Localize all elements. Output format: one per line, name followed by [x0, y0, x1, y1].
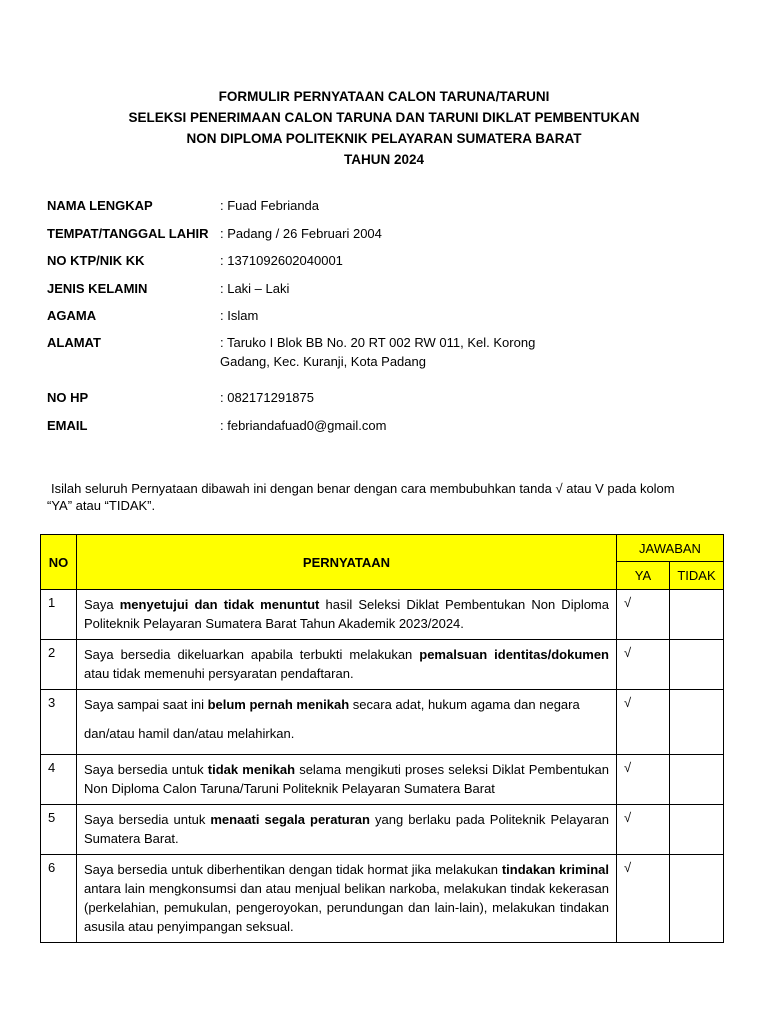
instruction-line-2: “YA” atau “TIDAK”.: [47, 498, 156, 513]
statement-table: [40, 534, 724, 943]
info-label: NAMA LENGKAP: [47, 198, 153, 213]
row-statement: Saya menyetujui dan tidak menuntut hasil Seleksi Diklat Pembentukan Non Diploma Politeknik Pelayaran Sumatera Barat Tahun Akademik 2023/2024.: [77, 590, 617, 640]
answer-tidak-cell[interactable]: [670, 805, 724, 855]
info-label: NO HP: [47, 390, 89, 405]
row-statement: Saya bersedia untuk menaati segala peraturan yang berlaku pada Politeknik Pelayaran Sumatera Barat.: [77, 805, 617, 855]
header-no: NO: [41, 535, 77, 590]
info-value: : 1371092602040001: [220, 253, 343, 268]
answer-tidak-cell[interactable]: [670, 640, 724, 690]
info-label: ALAMAT: [47, 335, 101, 350]
info-value: : Fuad Febrianda: [220, 198, 320, 213]
table-row: [41, 805, 724, 855]
instruction-line-1: Isilah seluruh Pernyataan dibawah ini dengan benar dengan cara membubuhkan tanda √ atau V pada kolom: [51, 481, 675, 496]
row-number: 2: [41, 640, 77, 690]
header-ya: YA: [617, 562, 670, 590]
header-pernyataan: PERNYATAAN: [77, 535, 617, 590]
info-label: AGAMA: [47, 308, 97, 323]
table-row: [41, 855, 724, 943]
row-number: 5: [41, 805, 77, 855]
answer-tidak-cell[interactable]: [670, 690, 724, 755]
info-value: : Laki – Laki: [220, 281, 290, 296]
table-row: [41, 755, 724, 805]
answer-ya-cell[interactable]: √: [617, 755, 670, 805]
row-statement: Saya bersedia dikeluarkan apabila terbukti melakukan pemalsuan identitas/dokumen atau tidak memenuhi persyaratan pendaftaran.: [77, 640, 617, 690]
row-statement: Saya sampai saat ini belum pernah menikah secara adat, hukum agama dan negara dan/atau hamil dan/atau melahirkan.: [77, 690, 617, 755]
row-statement: Saya bersedia untuk diberhentikan dengan tidak hormat jika melakukan tindakan kriminal antara lain mengkonsumsi dan atau menjual belikan narkoba, melakukan tindak kekerasan (perkelahian, pemukulan, pengeroyokan, perundungan dan lain-lain), melakukan tindakan asusila atau penyimpangan seksual.: [77, 855, 617, 943]
instruction-text: [47, 480, 687, 514]
answer-ya-cell[interactable]: √: [617, 690, 670, 755]
row-number: 3: [41, 690, 77, 755]
info-value: : 082171291875: [220, 390, 314, 405]
info-value: : Islam: [220, 308, 259, 323]
info-label: TEMPAT/TANGGAL LAHIR: [47, 226, 209, 241]
info-label: JENIS KELAMIN: [47, 281, 148, 296]
answer-ya-cell[interactable]: √: [617, 640, 670, 690]
info-value-line-2: Gadang, Kec. Kuranji, Kota Padang: [220, 354, 426, 369]
answer-tidak-cell[interactable]: [670, 755, 724, 805]
answer-ya-cell[interactable]: √: [617, 855, 670, 943]
answer-ya-cell[interactable]: √: [617, 590, 670, 640]
row-number: 1: [41, 590, 77, 640]
header-tidak: TIDAK: [670, 562, 724, 590]
info-value: : febriandafuad0@gmail.com: [220, 418, 387, 433]
row-number: 4: [41, 755, 77, 805]
title-line-4: TAHUN 2024: [343, 152, 425, 167]
answer-tidak-cell[interactable]: [670, 590, 724, 640]
header-jawaban: JAWABAN: [617, 535, 724, 562]
form-title: [0, 86, 768, 170]
table-row: [41, 690, 724, 755]
info-label: EMAIL: [47, 418, 88, 433]
title-line-2: SELEKSI PENERIMAAN CALON TARUNA DAN TARUNI DIKLAT PEMBENTUKAN: [128, 110, 640, 125]
title-line-3: NON DIPLOMA POLITEKNIK PELAYARAN SUMATERA BARAT: [186, 131, 582, 146]
row-number: 6: [41, 855, 77, 943]
row-statement: Saya bersedia untuk tidak menikah selama mengikuti proses seleksi Diklat Pembentukan Non Diploma Calon Taruna/Taruni Politeknik Pelayaran Sumatera Barat: [77, 755, 617, 805]
info-label: NO KTP/NIK KK: [47, 253, 145, 268]
table-row: [41, 590, 724, 640]
answer-tidak-cell[interactable]: [670, 855, 724, 943]
info-value: : Padang / 26 Februari 2004: [220, 226, 382, 241]
info-value: : Taruko I Blok BB No. 20 RT 002 RW 011, Kel. Korong: [220, 335, 536, 350]
answer-ya-cell[interactable]: √: [617, 805, 670, 855]
table-row: [41, 640, 724, 690]
title-line-1: FORMULIR PERNYATAAN CALON TARUNA/TARUNI: [218, 89, 550, 104]
